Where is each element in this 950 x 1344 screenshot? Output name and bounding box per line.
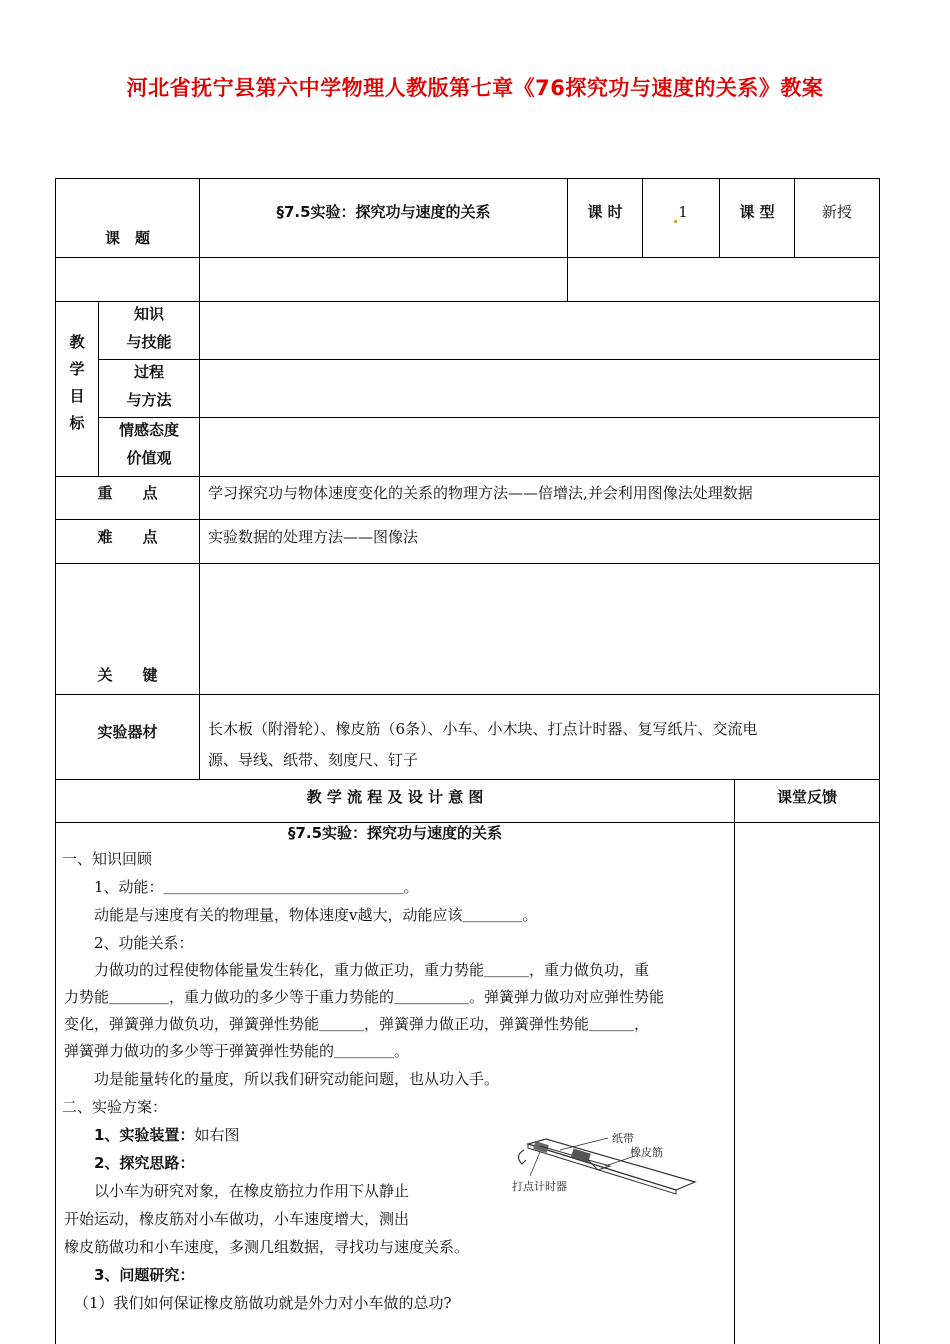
topic-label: 课 题 [104,229,150,247]
goal-process-label: 过程 与方法 [126,363,172,409]
difficult-point-value: 实验数据的处理方法——图像法 [208,528,419,546]
approach-paragraph-end: 橡皮筋做功和小车速度，多测几组数据，寻找功与速度关系。 [64,1238,470,1256]
equipment-label: 实验器材 [97,723,158,741]
type-label: 课 型 [739,203,775,221]
label-rubber: 橡皮筋 [630,1146,663,1159]
work-measure-note: 功是能量转化的量度，所以我们研究动能问题，也从功入手。 [94,1070,500,1088]
section-experiment-plan: 二、实验方案： [62,1098,168,1116]
label-timer: 打点计时器 [512,1180,567,1193]
work-energy-heading: 2、功能关系： [94,934,194,952]
goal-attitude-label: 情感态度 价值观 [118,421,179,467]
goal-knowledge-label: 知识 与技能 [126,305,172,351]
problem-heading: 3、问题研究： [94,1266,195,1284]
period-label: 课 时 [587,203,623,221]
approach-paragraph: 以小车为研究对象，在橡皮筋拉力作用下从静止 开始运动，橡皮筋对小车做功，小车速度增大，测出 [64,1182,410,1228]
document-title: 河北省抚宁县第六中学物理人教版第七章《76探究功与速度的关系》教案 [126,76,824,100]
problem-question-1: （1）我们如何保证橡皮筋做功就是外力对小车做的总功? [74,1294,452,1312]
content-heading: §7.5实验：探究功与速度的关系 [287,824,503,842]
flow-header: 教 学 流 程 及 设 计 意 图 [306,788,484,806]
content-body [64,845,732,1317]
equipment-value: 长木板（附滑轮）、橡皮筋（6条）、小车、小木块、打点计时器、复写纸片、交流电 源、导线、纸带、刻度尺、钉子 [208,720,758,769]
goals-label: 教 学 目 标 [69,333,85,432]
topic-value: §7.5实验：探究功与速度的关系 [276,203,491,221]
approach-heading: 2、探究思路： [94,1154,195,1172]
apparatus-figure [500,1130,705,1210]
type-value: 新授 [821,203,852,221]
apparatus-line: 1、实验装置：如右图 [94,1126,240,1144]
key-point-value: 学习探究功与物体速度变化的关系的物理方法——倍增法,并会利用图像法处理数据 [208,484,753,502]
crux-label: 关 键 [97,666,158,684]
kinetic-energy-note: 动能是与速度有关的物理量，物体速度v越大，动能应该＿＿＿＿。 [94,906,538,924]
section-knowledge-review: 一、知识回顾 [62,850,153,868]
period-value: 1 [643,201,719,223]
difficult-point-label: 难 点 [97,528,158,546]
feedback-header: 课堂反馈 [776,788,837,806]
work-energy-paragraph: 力做功的过程使物体能量发生转化，重力做正功，重力势能＿＿＿，重力做负功，重 力势能＿＿＿＿，重力做功的多少等于重力势能的＿＿＿＿＿。弹簧弹力做功对应弹性势能 变化，弹簧弹力做负功，弹簧弹性势能＿＿＿，弹簧弹力做正功，弹簧弹性势能＿＿＿， 弹簧弹力做功的多少等于弹簧弹性势能的＿＿＿＿。 [64,961,665,1060]
kinetic-energy-blank: 1、动能：＿＿＿＿＿＿＿＿＿＿＿＿＿＿＿＿。 [94,878,419,896]
label-tape: 纸带 [612,1132,634,1145]
key-point-label: 重 点 [97,484,158,502]
